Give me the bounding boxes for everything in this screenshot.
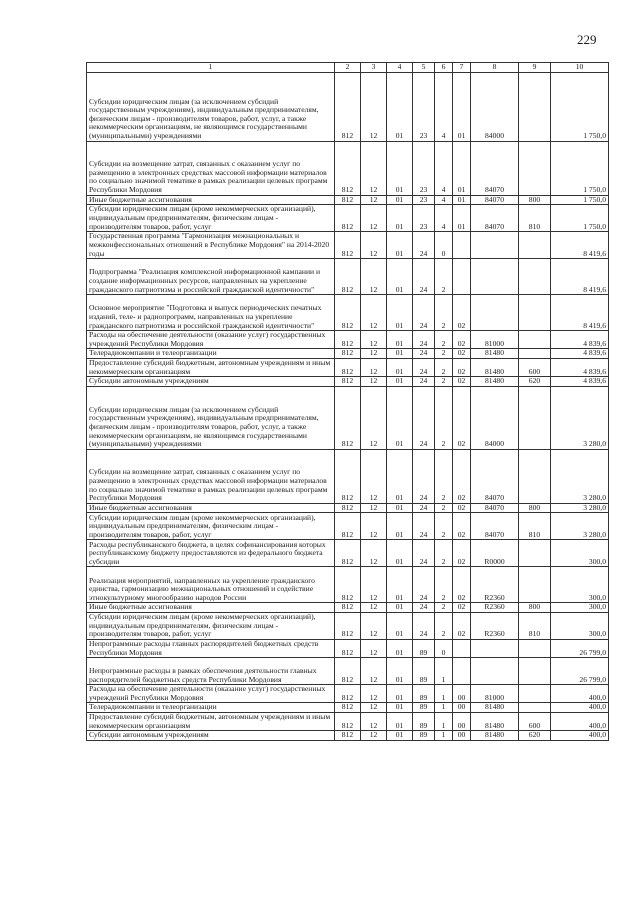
table-row [87,703,609,713]
section-cell: 12 [361,449,387,503]
admin-code-cell: 812 [335,449,361,503]
amount-cell: 4 839,6 [551,331,609,349]
expense-type-cell [519,141,551,195]
subprogram-cell: 2 [435,349,453,359]
expense-type-cell: 600 [519,358,551,376]
measure-cell: 00 [453,712,471,730]
subprogram-cell: 0 [435,639,453,657]
expense-type-cell: 810 [519,612,551,639]
subprogram-cell: 2 [435,540,453,567]
measure-cell: 00 [453,703,471,713]
amount-cell: 1 750,0 [551,141,609,195]
table-row [87,377,609,387]
admin-code-cell: 812 [335,141,361,195]
direction-cell: 84070 [471,195,519,205]
direction-cell: 84070 [471,503,519,513]
measure-cell: 00 [453,731,471,741]
subsection-cell: 01 [387,377,413,387]
subprogram-cell: 2 [435,612,453,639]
expense-type-cell: 800 [519,603,551,613]
section-cell: 12 [361,232,387,259]
measure-cell: 02 [453,567,471,603]
subprogram-cell: 0 [435,232,453,259]
measure-cell: 02 [453,513,471,540]
admin-code-cell: 812 [335,377,361,387]
row-description-cell: Государственная программа "Гармонизация межнациональных и межконфессиональных отношений в Республике Мордовия" на 2014-2020 годы [87,232,335,259]
expense-type-cell [519,658,551,685]
section-cell: 12 [361,259,387,295]
expense-type-cell [519,295,551,331]
amount-cell: 8 419,6 [551,232,609,259]
measure-cell: 02 [453,449,471,503]
measure-cell: 02 [453,295,471,331]
section-cell: 12 [361,603,387,613]
table-row [87,513,609,540]
subsection-cell: 01 [387,259,413,295]
direction-cell: 84070 [471,205,519,232]
amount-cell: 1 750,0 [551,72,609,141]
row-description-cell: Телерадиокомпании и телеорганизации [87,349,335,359]
subsection-cell: 01 [387,567,413,603]
subsection-cell: 01 [387,513,413,540]
table-body [87,63,609,741]
subprogram-cell: 4 [435,205,453,232]
expense-type-cell [519,72,551,141]
program-cell: 24 [413,612,435,639]
subsection-cell: 01 [387,639,413,657]
section-cell: 12 [361,195,387,205]
admin-code-cell: 812 [335,295,361,331]
amount-cell: 8 419,6 [551,295,609,331]
program-cell: 23 [413,141,435,195]
amount-cell: 3 280,0 [551,503,609,513]
measure-cell: 02 [453,377,471,387]
subsection-cell: 01 [387,658,413,685]
program-cell: 23 [413,205,435,232]
header-cell: 6 [435,63,453,73]
row-description-cell: Расходы на обеспечение деятельности (оказание услуг) государственных учреждений Республики Мордовия [87,331,335,349]
table-row [87,658,609,685]
row-description-cell: Иные бюджетные ассигнования [87,503,335,513]
measure-cell: 02 [453,603,471,613]
measure-cell [453,658,471,685]
table-row [87,603,609,613]
row-description-cell: Предоставление субсидий бюджетным, автономным учреждениям и иным некоммерческим организациям [87,358,335,376]
admin-code-cell: 812 [335,612,361,639]
header-cell: 10 [551,63,609,73]
amount-cell: 400,0 [551,731,609,741]
measure-cell: 01 [453,141,471,195]
admin-code-cell: 812 [335,703,361,713]
row-description-cell: Субсидии на возмещение затрат, связанных с оказанием услуг по размещению в электронных средствах массовой информации материалов по социально значимой тематике в рамках реализации целевых программ Республики Мордовия [87,449,335,503]
direction-cell [471,259,519,295]
direction-cell: 84070 [471,141,519,195]
subsection-cell: 01 [387,449,413,503]
direction-cell: 81480 [471,349,519,359]
direction-cell: 81000 [471,331,519,349]
header-cell: 4 [387,63,413,73]
admin-code-cell: 812 [335,731,361,741]
header-cell: 7 [453,63,471,73]
subprogram-cell: 2 [435,513,453,540]
table-row [87,731,609,741]
program-cell: 89 [413,731,435,741]
header-cell: 8 [471,63,519,73]
subsection-cell: 01 [387,703,413,713]
program-cell: 24 [413,232,435,259]
table-row [87,358,609,376]
measure-cell: 01 [453,205,471,232]
expense-type-cell: 620 [519,377,551,387]
program-cell: 24 [413,331,435,349]
measure-cell [453,639,471,657]
subprogram-cell: 1 [435,731,453,741]
admin-code-cell: 812 [335,386,361,449]
subsection-cell: 01 [387,195,413,205]
subprogram-cell: 4 [435,141,453,195]
row-description-cell: Расходы на обеспечение деятельности (оказание услуг) государственных учреждений Республики Мордовия [87,685,335,703]
amount-cell: 3 280,0 [551,449,609,503]
program-cell: 24 [413,503,435,513]
row-description-cell: Субсидии юридическим лицам (кроме некоммерческих организаций), индивидуальным предпринимателям, физическим лицам - производителям товаров, работ, услуг [87,205,335,232]
program-cell: 89 [413,685,435,703]
program-cell: 24 [413,540,435,567]
amount-cell: 3 280,0 [551,513,609,540]
admin-code-cell: 812 [335,567,361,603]
program-cell: 89 [413,639,435,657]
program-cell: 24 [413,386,435,449]
amount-cell: 4 839,6 [551,349,609,359]
expense-type-cell: 810 [519,205,551,232]
direction-cell [471,639,519,657]
amount-cell: 3 280,0 [551,386,609,449]
admin-code-cell: 812 [335,540,361,567]
measure-cell: 00 [453,685,471,703]
table-row [87,449,609,503]
row-description-cell: Субсидии юридическим лицам (за исключением субсидий государственным учреждениям), индивидуальным предпринимателям, физическим лицам - производителям товаров, работ, услуг, а также некоммерческим организациям, не являющимся государственными (муниципальными) учреждениями [87,72,335,141]
expense-type-cell [519,540,551,567]
expense-type-cell [519,639,551,657]
amount-cell: 300,0 [551,603,609,613]
amount-cell: 400,0 [551,703,609,713]
program-cell: 24 [413,449,435,503]
expense-type-cell [519,567,551,603]
subsection-cell: 01 [387,141,413,195]
amount-cell: 300,0 [551,567,609,603]
admin-code-cell: 812 [335,331,361,349]
table-row [87,259,609,295]
row-description-cell: Предоставление субсидий бюджетным, автономным учреждениям и иным некоммерческим организациям [87,712,335,730]
direction-cell: R2360 [471,603,519,613]
expense-type-cell [519,349,551,359]
section-cell: 12 [361,658,387,685]
section-cell: 12 [361,503,387,513]
subprogram-cell: 2 [435,603,453,613]
amount-cell: 4 839,6 [551,377,609,387]
header-cell: 2 [335,63,361,73]
measure-cell [453,259,471,295]
direction-cell [471,295,519,331]
table-row [87,195,609,205]
expense-type-cell: 800 [519,195,551,205]
direction-cell: 84000 [471,386,519,449]
expense-type-cell [519,259,551,295]
direction-cell: 81480 [471,703,519,713]
expense-type-cell: 810 [519,513,551,540]
page-number: 229 [577,32,597,47]
subprogram-cell: 1 [435,685,453,703]
admin-code-cell: 812 [335,358,361,376]
subsection-cell: 01 [387,358,413,376]
budget-table [86,62,609,741]
amount-cell: 400,0 [551,712,609,730]
header-cell: 3 [361,63,387,73]
table-header-row [87,63,609,73]
expense-type-cell [519,685,551,703]
expense-type-cell [519,449,551,503]
table-row [87,685,609,703]
program-cell: 89 [413,712,435,730]
measure-cell: 02 [453,612,471,639]
row-description-cell: Субсидии автономным учреждениям [87,731,335,741]
row-description-cell: Расходы республиканского бюджета, в целях софинансирования которых республиканскому бюджету предоставляются из федерального бюджета субсидии [87,540,335,567]
expense-type-cell: 800 [519,503,551,513]
table-row [87,386,609,449]
measure-cell: 02 [453,386,471,449]
row-description-cell: Субсидии юридическим лицам (кроме некоммерческих организаций), индивидуальным предпринимателям, физическим лицам - производителям товаров, работ, услуг [87,612,335,639]
measure-cell: 01 [453,72,471,141]
subprogram-cell: 2 [435,567,453,603]
subprogram-cell: 2 [435,503,453,513]
subprogram-cell: 2 [435,449,453,503]
program-cell: 23 [413,195,435,205]
amount-cell: 1 750,0 [551,195,609,205]
section-cell: 12 [361,386,387,449]
program-cell: 89 [413,703,435,713]
amount-cell: 26 799,0 [551,639,609,657]
subprogram-cell: 2 [435,331,453,349]
direction-cell: 81480 [471,377,519,387]
row-description-cell: Субсидии автономным учреждениям [87,377,335,387]
measure-cell: 02 [453,503,471,513]
program-cell: 24 [413,377,435,387]
expense-type-cell: 620 [519,731,551,741]
admin-code-cell: 812 [335,685,361,703]
direction-cell [471,658,519,685]
row-description-cell: Непрограммные расходы главных распорядителей бюджетных средств Республики Мордовия [87,639,335,657]
section-cell: 12 [361,295,387,331]
subsection-cell: 01 [387,331,413,349]
section-cell: 12 [361,377,387,387]
table-row [87,232,609,259]
admin-code-cell: 812 [335,259,361,295]
direction-cell: 84070 [471,449,519,503]
expense-type-cell [519,232,551,259]
row-description-cell: Основное мероприятие "Подготовка и выпуск периодических печатных изданий, теле- и радиопрограмм, направленных на укрепление гражданского патриотизма и российской гражданской идентичности" [87,295,335,331]
row-description-cell: Реализация мероприятий, направленных на укрепление гражданского единства, гармонизацию межнациональных отношений и содействие этнокультурному многообразию народов России [87,567,335,603]
table-row [87,503,609,513]
subsection-cell: 01 [387,232,413,259]
header-cell: 9 [519,63,551,73]
section-cell: 12 [361,567,387,603]
amount-cell: 1 750,0 [551,205,609,232]
subprogram-cell: 1 [435,658,453,685]
direction-cell [471,232,519,259]
table-row [87,712,609,730]
section-cell: 12 [361,731,387,741]
table-row [87,567,609,603]
section-cell: 12 [361,72,387,141]
direction-cell: 81480 [471,731,519,741]
measure-cell [453,232,471,259]
table-row [87,540,609,567]
amount-cell: 26 799,0 [551,658,609,685]
row-description-cell: Непрограммные расходы в рамках обеспечения деятельности главных распорядителей бюджетных средств Республики Мордовия [87,658,335,685]
row-description-cell: Телерадиокомпании и телеорганизации [87,703,335,713]
table-row [87,141,609,195]
section-cell: 12 [361,331,387,349]
amount-cell: 8 419,6 [551,259,609,295]
section-cell: 12 [361,540,387,567]
section-cell: 12 [361,685,387,703]
amount-cell: 400,0 [551,685,609,703]
direction-cell: R0000 [471,540,519,567]
measure-cell: 02 [453,540,471,567]
program-cell: 24 [413,295,435,331]
row-description-cell: Подпрограмма "Реализация комплексной информационной кампании и создание информационных ресурсов, направленных на укрепление гражданского патриотизма и российской гражданской идентичности" [87,259,335,295]
expense-type-cell: 600 [519,712,551,730]
program-cell: 24 [413,349,435,359]
program-cell: 24 [413,259,435,295]
measure-cell: 02 [453,349,471,359]
direction-cell: R2360 [471,612,519,639]
subsection-cell: 01 [387,386,413,449]
subprogram-cell: 2 [435,377,453,387]
admin-code-cell: 812 [335,603,361,613]
admin-code-cell: 812 [335,72,361,141]
table-row [87,349,609,359]
program-cell: 24 [413,603,435,613]
direction-cell: 81000 [471,685,519,703]
subprogram-cell: 1 [435,712,453,730]
direction-cell: 84000 [471,72,519,141]
subsection-cell: 01 [387,72,413,141]
direction-cell: 84070 [471,513,519,540]
subprogram-cell: 2 [435,295,453,331]
subprogram-cell: 2 [435,386,453,449]
expense-type-cell [519,386,551,449]
amount-cell: 4 839,6 [551,358,609,376]
program-cell: 23 [413,72,435,141]
table-row [87,331,609,349]
program-cell: 24 [413,358,435,376]
measure-cell: 02 [453,358,471,376]
section-cell: 12 [361,612,387,639]
section-cell: 12 [361,358,387,376]
subprogram-cell: 4 [435,72,453,141]
header-cell: 1 [87,63,335,73]
row-description-cell: Субсидии юридическим лицам (кроме некоммерческих организаций), индивидуальным предпринимателям, физическим лицам - производителям товаров, работ, услуг [87,513,335,540]
direction-cell: 81480 [471,358,519,376]
subprogram-cell: 2 [435,358,453,376]
admin-code-cell: 812 [335,639,361,657]
subsection-cell: 01 [387,540,413,567]
admin-code-cell: 812 [335,513,361,540]
table-row [87,72,609,141]
table-row [87,612,609,639]
subsection-cell: 01 [387,731,413,741]
admin-code-cell: 812 [335,658,361,685]
subsection-cell: 01 [387,503,413,513]
section-cell: 12 [361,205,387,232]
subprogram-cell: 2 [435,259,453,295]
row-description-cell: Субсидии юридическим лицам (за исключением субсидий государственным учреждениям), индивидуальным предпринимателям, физическим лицам - производителям товаров, работ, услуг, а также некоммерческим организациям, не являющимся государственными (муниципальными) учреждениями [87,386,335,449]
row-description-cell: Иные бюджетные ассигнования [87,603,335,613]
measure-cell: 01 [453,195,471,205]
amount-cell: 300,0 [551,540,609,567]
section-cell: 12 [361,349,387,359]
section-cell: 12 [361,141,387,195]
subprogram-cell: 1 [435,703,453,713]
program-cell: 89 [413,658,435,685]
admin-code-cell: 812 [335,349,361,359]
table-row [87,295,609,331]
section-cell: 12 [361,712,387,730]
direction-cell: 81480 [471,712,519,730]
amount-cell: 300,0 [551,612,609,639]
table-row [87,205,609,232]
subsection-cell: 01 [387,295,413,331]
program-cell: 24 [413,567,435,603]
expense-type-cell [519,703,551,713]
admin-code-cell: 812 [335,205,361,232]
subsection-cell: 01 [387,603,413,613]
expense-type-cell [519,331,551,349]
program-cell: 24 [413,513,435,540]
section-cell: 12 [361,639,387,657]
measure-cell: 02 [453,331,471,349]
section-cell: 12 [361,513,387,540]
subsection-cell: 01 [387,612,413,639]
row-description-cell: Субсидии на возмещение затрат, связанных с оказанием услуг по размещению в электронных средствах массовой информации материалов по социально значимой тематике в рамках реализации целевых программ Республики Мордовия [87,141,335,195]
direction-cell: R2360 [471,567,519,603]
subsection-cell: 01 [387,205,413,232]
subsection-cell: 01 [387,712,413,730]
header-cell: 5 [413,63,435,73]
subprogram-cell: 4 [435,195,453,205]
row-description-cell: Иные бюджетные ассигнования [87,195,335,205]
subsection-cell: 01 [387,349,413,359]
section-cell: 12 [361,703,387,713]
admin-code-cell: 812 [335,503,361,513]
admin-code-cell: 812 [335,195,361,205]
subsection-cell: 01 [387,685,413,703]
admin-code-cell: 812 [335,232,361,259]
table-row [87,639,609,657]
admin-code-cell: 812 [335,712,361,730]
